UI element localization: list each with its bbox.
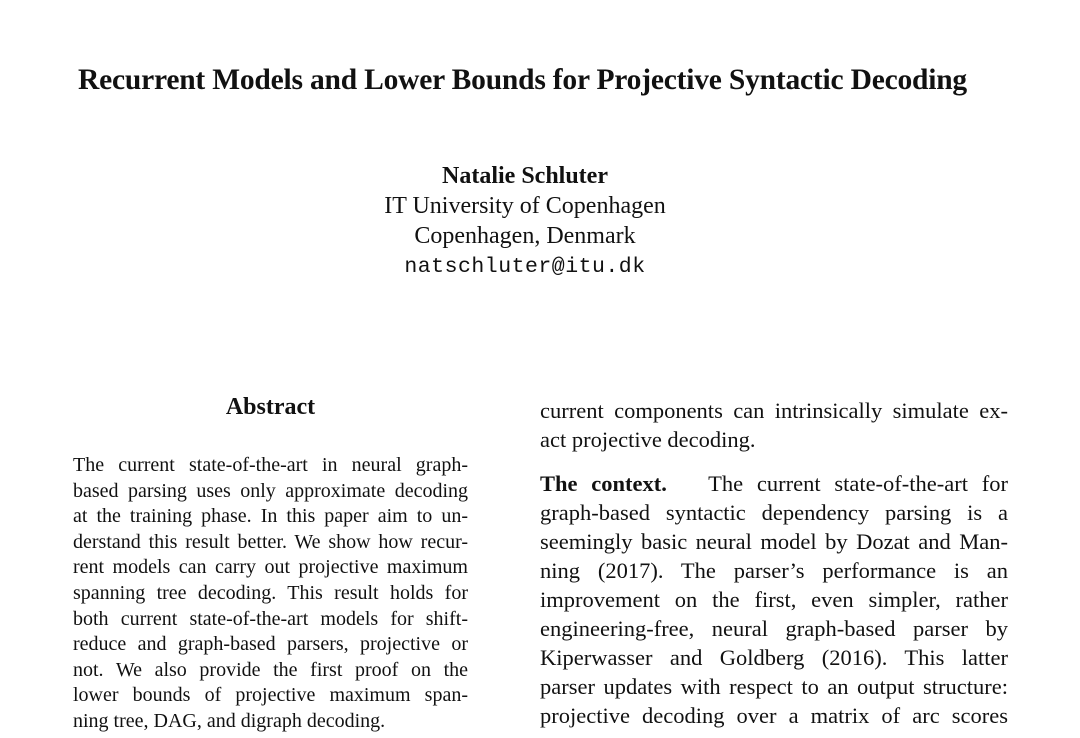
context-first-line bbox=[540, 469, 1008, 498]
abstract-line: derstand this result better. We show how recur- bbox=[73, 530, 468, 553]
author-affiliation: IT University of Copenhagen bbox=[384, 193, 666, 219]
author-email: natschluter@itu.dk bbox=[404, 255, 646, 279]
context-line: parser updates with respect to an output structure: bbox=[540, 674, 1008, 699]
abstract-line: both current state-of-the-art models for shift- bbox=[73, 607, 468, 630]
abstract-line: based parsing uses only approximate decoding bbox=[73, 479, 468, 502]
continuation-line: act projective decoding. bbox=[540, 427, 756, 452]
abstract-heading: Abstract bbox=[225, 394, 316, 420]
paper-title: Recurrent Models and Lower Bounds for Projective Syntactic Decoding bbox=[77, 64, 967, 96]
author-block bbox=[0, 161, 1050, 282]
abstract-body bbox=[73, 453, 468, 735]
context-line: seemingly basic neural model by Dozat and Man- bbox=[540, 529, 1008, 554]
abstract-line: The current state-of-the-art in neural graph- bbox=[73, 454, 468, 476]
continuation-line: current components can intrinsically simulate ex- bbox=[540, 398, 1008, 423]
abstract-line: lower bounds of projective maximum span- bbox=[73, 684, 468, 707]
author-name: Natalie Schluter bbox=[442, 163, 608, 189]
context-heading: The context. bbox=[540, 471, 667, 496]
context-line: ning (2017). The parser’s performance is an bbox=[540, 558, 1008, 583]
context-first-line-text: The current state-of-the-art for bbox=[708, 471, 1008, 496]
author-location: Copenhagen, Denmark bbox=[414, 223, 636, 249]
abstract-line: spanning tree decoding. This result holds for bbox=[73, 581, 468, 604]
context-line: improvement on the first, even simpler, rather bbox=[540, 587, 1008, 612]
context-line: graph-based syntactic dependency parsing is a bbox=[540, 500, 1008, 525]
right-column bbox=[540, 396, 1008, 730]
context-line: projective decoding over a matrix of arc scores bbox=[540, 703, 1008, 728]
abstract-line: not. We also provide the first proof on the bbox=[73, 658, 468, 681]
context-line: Kiperwasser and Goldberg (2016). This latter bbox=[540, 645, 1008, 670]
context-line: engineering-free, neural graph-based parser by bbox=[540, 616, 1008, 641]
abstract-line: ning tree, DAG, and digraph decoding. bbox=[73, 709, 386, 732]
abstract-line: reduce and graph-based parsers, projective or bbox=[73, 633, 468, 656]
abstract-line: at the training phase. In this paper aim to un- bbox=[73, 505, 468, 528]
abstract-line: rent models can carry out projective maximum bbox=[73, 556, 468, 579]
